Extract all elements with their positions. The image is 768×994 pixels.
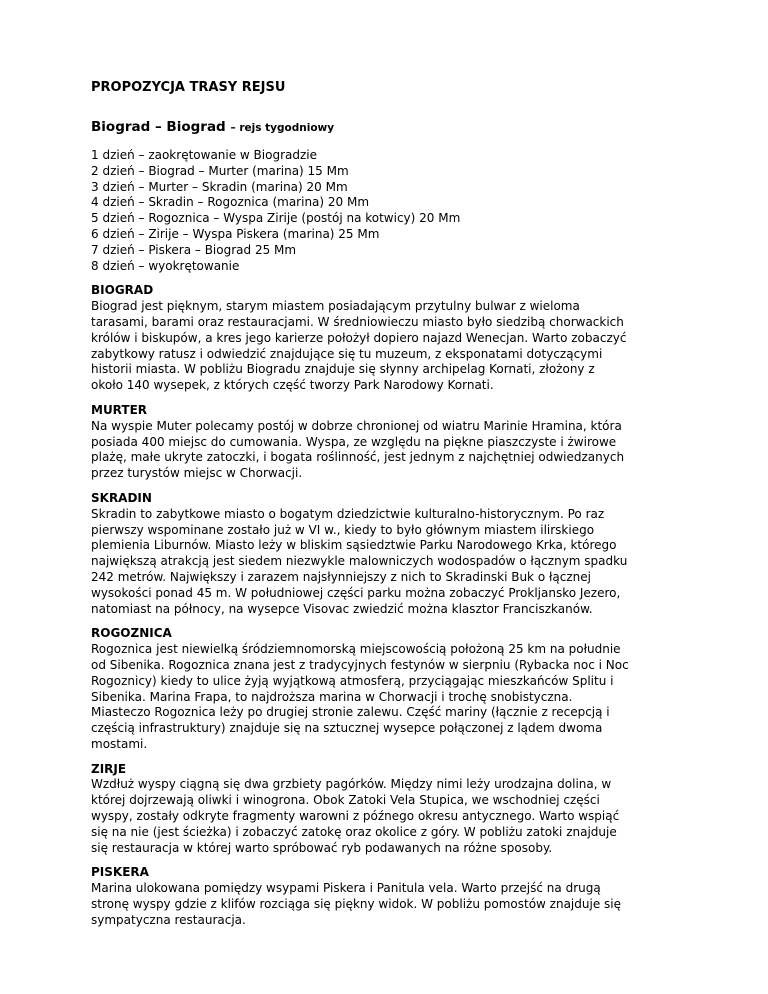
document-page [91,80,691,938]
body-line: plemienia Liburnów. Miasto leży w bliskim sąsiedztwie Parku Narodowego Krka, którego [91,538,617,553]
body-line: Na wyspie Muter polecamy postój w dobrze chronionej od wiatru Marinie Hramina, która [91,418,622,433]
itinerary-item: 6 dzień – Zirije – Wyspa Piskera (marina) 25 Mm [91,226,380,241]
itinerary-list [91,148,691,274]
route-title [91,119,691,137]
body-line: się na nie (jest ścieżka) i zobaczyć zatokę oraz okolice z góry. W pobliżu zatoki znajduje [91,824,617,839]
itinerary-item: 3 dzień – Murter – Skradin (marina) 20 Mm [91,179,348,194]
route-main: Biograd – Biograd [91,119,226,135]
body-line: natomiast na północy, na wysepce Visovac zwiedzić można klasztor Franciszkanów. [91,601,593,616]
itinerary-item: 1 dzień – zaokrętowanie w Biogradzie [91,148,318,162]
section-body [91,881,691,928]
body-line: zabytkowy ratusz i odwiedzić znajdujące się tu muzeum, z eksponatami dotyczącymi [91,346,603,361]
body-line: Rogoznicy) kiedy to ulice żyją wyjątkową atmosferą, przyciągając mieszkańców Splitu i [91,673,614,688]
body-line: plażę, małe ukryte zatoczki, i bogata roślinność, jest jednym z najchętniej odwiedzanych [91,450,625,465]
section-zirje [91,762,691,857]
itinerary-item: 2 dzień – Biograd – Murter (marina) 15 Mm [91,163,349,178]
itinerary-item: 5 dzień – Rogoznica – Wyspa Zirije (postój na kotwicy) 20 Mm [91,211,461,226]
section-body [91,642,691,753]
section-heading: MURTER [91,402,148,417]
route-subtitle: – rejs tygodniowy [230,122,335,134]
body-line: stronę wyspy gdzie z klifów rozciąga się piękny widok. W pobliżu pomostów znajduje się [91,897,621,912]
itinerary-item: 4 dzień – Skradin – Rogoznica (marina) 20 Mm [91,195,370,210]
body-line: od Sibenika. Rogoznica znana jest z tradycyjnych festynów w sierpniu (Rybacka noc i Noc [91,657,629,672]
body-line: Miasteczo Rogoznica leży po drugiej stronie zalewu. Część mariny (łącznie z recepcją i [91,705,610,720]
section-heading: ZIRJE [91,761,127,776]
body-line: pierwszy wspominane zostało już w VI w., kiedy to było głównym miastem ilirskiego [91,522,595,537]
section-body [91,507,691,618]
section-heading: PISKERA [91,865,149,880]
section-heading: BIOGRAD [91,283,154,298]
body-line: wysokości ponad 45 m. W południowej części parku można zobaczyć Prokljansko Jezero, [91,585,621,600]
body-line: mostami. [91,736,148,751]
section-body [91,299,691,394]
section-heading: SKRADIN [91,490,152,505]
section-piskera [91,865,691,928]
document-title: PROPOZYCJA TRASY REJSU [91,80,286,95]
body-line: przez turystów miejsc w Chorwacji. [91,466,303,481]
section-body [91,419,691,482]
body-line: historii miasta. W pobliżu Biogradu znajduje się słynny archipelag Kornati, złożony z [91,362,595,377]
section-rogoznica [91,626,691,752]
body-line: Sibenika. Marina Frapa, to najdroższa marina w Chorwacji i trochę snobistyczna. [91,689,573,704]
body-line: Skradin to zabytkowe miasto o bogatym dziedzictwie kulturalno-historycznym. Po raz [91,506,605,521]
itinerary-item: 7 dzień – Piskera – Biograd 25 Mm [91,242,297,257]
body-line: Biograd jest pięknym, starym miastem posiadającym przytulny bulwar z wieloma [91,299,580,314]
body-line: się restauracja w której warto spróbować ryb podawanych na różne sposoby. [91,840,553,855]
body-line: największą atrakcją jest siedem niezwykle malowniczych wodospadów o łącznym spadku [91,554,628,569]
section-murter [91,403,691,482]
section-body [91,777,691,856]
section-biograd [91,283,691,394]
body-line: której dojrzewają oliwki i winogrona. Obok Zatoki Vela Stupica, we wschodniej części [91,793,600,808]
section-heading: ROGOZNICA [91,626,172,641]
body-line: wyspy, zostały odkryte fragmenty warowni z późnego okresu antycznego. Warto wspiąć [91,809,620,824]
itinerary-item: 8 dzień – wyokrętowanie [91,258,240,273]
body-line: sympatyczna restauracja. [91,912,246,927]
body-line: Wzdłuż wyspy ciągną się dwa grzbiety pagórków. Między nimi leży urodzajna dolina, w [91,777,612,792]
body-line: tarasami, barami oraz restauracjami. W średniowieczu miasto było siedzibą chorwackich [91,314,624,329]
body-line: Rogoznica jest niewielką śródziemnomorską miejscowością położoną 25 km na południe [91,642,621,657]
body-line: królów i biskupów, a kres jego karierze położył dopiero najazd Wenecjan. Warto zobaczyć [91,330,627,345]
body-line: częścią infrastruktury) znajduje się na sztucznej wysepce połączonej z lądem dwoma [91,721,603,736]
section-skradin [91,491,691,617]
body-line: 242 metrów. Największy i zarazem najsłynniejszy z nich to Skradinski Buk o łącznej [91,569,591,584]
body-line: około 140 wysepek, z których część tworzy Park Narodowy Kornati. [91,378,494,393]
body-line: posiada 400 miejsc do cumowania. Wyspa, ze względu na piękne piaszczyste i żwirowe [91,434,617,449]
body-line: Marina ulokowana pomiędzy wsypami Piskera i Panitula vela. Warto przejść na drugą [91,881,601,896]
